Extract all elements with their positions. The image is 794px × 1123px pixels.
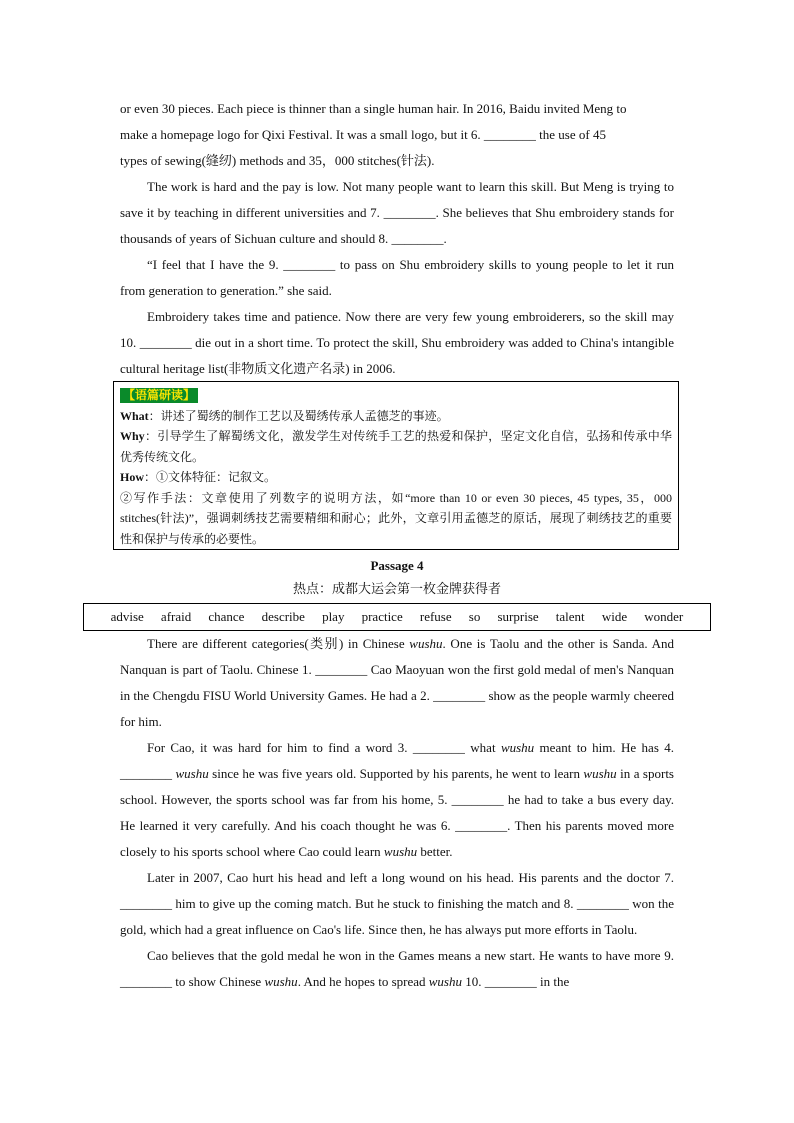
passage4-body xyxy=(120,631,674,995)
passage3-line1: or even 30 pieces. Each piece is thinner than a single human hair. In 2016, Baidu invited Meng to xyxy=(120,101,627,116)
passage4-paragraph1: There are different categories(类别) in Chinese wushu. One is Taolu and the other is Sanda. And Nanquan is part of Taolu. Chinese 1. ________ Cao Maoyuan won the first gold medal of men's Nanquan in the Chengdu FISU World University Games. He had a 2. ________ show as the people warmly cheered for him. xyxy=(120,636,674,729)
word-bank-item: wonder xyxy=(644,609,684,624)
word-bank-item: play xyxy=(322,609,345,624)
analysis-how: How：①文体特征：记叙文。 xyxy=(120,470,277,484)
word-bank-item: chance xyxy=(208,609,245,624)
passage4-title: Passage 4 xyxy=(370,558,424,573)
passage4-paragraph4: Cao believes that the gold medal he won in the Games means a new start. He wants to have more 9. ________ to show Chinese wushu. And he hopes to spread wushu 10. ________ in the xyxy=(120,948,674,989)
word-bank-item: talent xyxy=(555,609,585,624)
word-bank-item: refuse xyxy=(419,609,452,624)
analysis-why: Why：引导学生了解蜀绣文化，激发学生对传统手工艺的热爱和保护，坚定文化自信，弘扬和传承中华优秀传统文化。 xyxy=(120,429,672,464)
analysis-what: What：讲述了蜀绣的制作工艺以及蜀绣传承人孟德芝的事迹。 xyxy=(120,408,449,423)
word-bank-item: practice xyxy=(361,609,403,624)
word-bank-item: wide xyxy=(601,609,628,624)
word-bank-item: advise xyxy=(110,609,144,624)
text-analysis-box xyxy=(113,381,679,550)
passage3-paragraph2: The work is hard and the pay is low. Not many people want to learn this skill. But Meng is trying to save it by teaching in different universities and 7. ________. She believes that Shu embroidery stands for thousands of years of Sichuan culture and should 8. ________. xyxy=(120,179,674,246)
passage4-hot-topic: 热点：成都大运会第一枚金牌获得者 xyxy=(292,582,501,597)
word-bank-item: surprise xyxy=(497,609,539,624)
passage3-line2: make a homepage logo for Qixi Festival. It was a small logo, but it 6. ________ the use of 45 xyxy=(120,127,606,142)
word-bank-item: describe xyxy=(261,609,305,624)
passage3-body xyxy=(120,96,674,382)
word-bank xyxy=(83,603,711,631)
word-bank-item: so xyxy=(468,609,481,624)
analysis-tag: 【语篇研读】 xyxy=(120,388,198,403)
passage4-paragraph2: For Cao, it was hard for him to find a word 3. ________ what wushu meant to him. He has 4. ________ wushu since he was five years old. Supported by his parents, he went to learn wushu in a sports school. However, the sports school was far from his home, 5. ________ he had to take a bus every day. He learned it very carefully. And his coach thought he was 6. ________. Then his parents moved more closely to his sports school where Cao could learn wushu better. xyxy=(120,740,675,859)
analysis-how-writing: ②写作手法：文章使用了列数字的说明方法，如“more than 10 or even 30 pieces, 45 types, 35，000 stitches(针法)”，强调刺绣技艺需要精细和耐心；此外，文章引用孟德芝的原话，展现了刺绣技艺的重要性和保护与传承的必要性。 xyxy=(120,490,672,546)
passage3-paragraph3: “I feel that I have the 9. ________ to pass on Shu embroidery skills to young people to let it run from generation to generation.” she said. xyxy=(120,257,674,298)
passage4-paragraph3: Later in 2007, Cao hurt his head and left a long wound on his head. His parents and the doctor 7. ________ him to give up the coming match. But he stuck to finishing the match and 8. ________ won the gold, which had a great influence on Cao's life. Since then, he has always put more efforts in Taolu. xyxy=(120,870,674,937)
passage3-paragraph4: Embroidery takes time and patience. Now there are very few young embroiderers, so the skill may 10. ________ die out in a short time. To protect the skill, Shu embroidery was added to China's intangible cultural heritage list(非物质文化遗产名录) in 2006. xyxy=(120,309,674,376)
word-bank-item: afraid xyxy=(160,609,192,624)
passage3-line3: types of sewing(缝纫) methods and 35，000 stitches(针法). xyxy=(120,153,435,168)
